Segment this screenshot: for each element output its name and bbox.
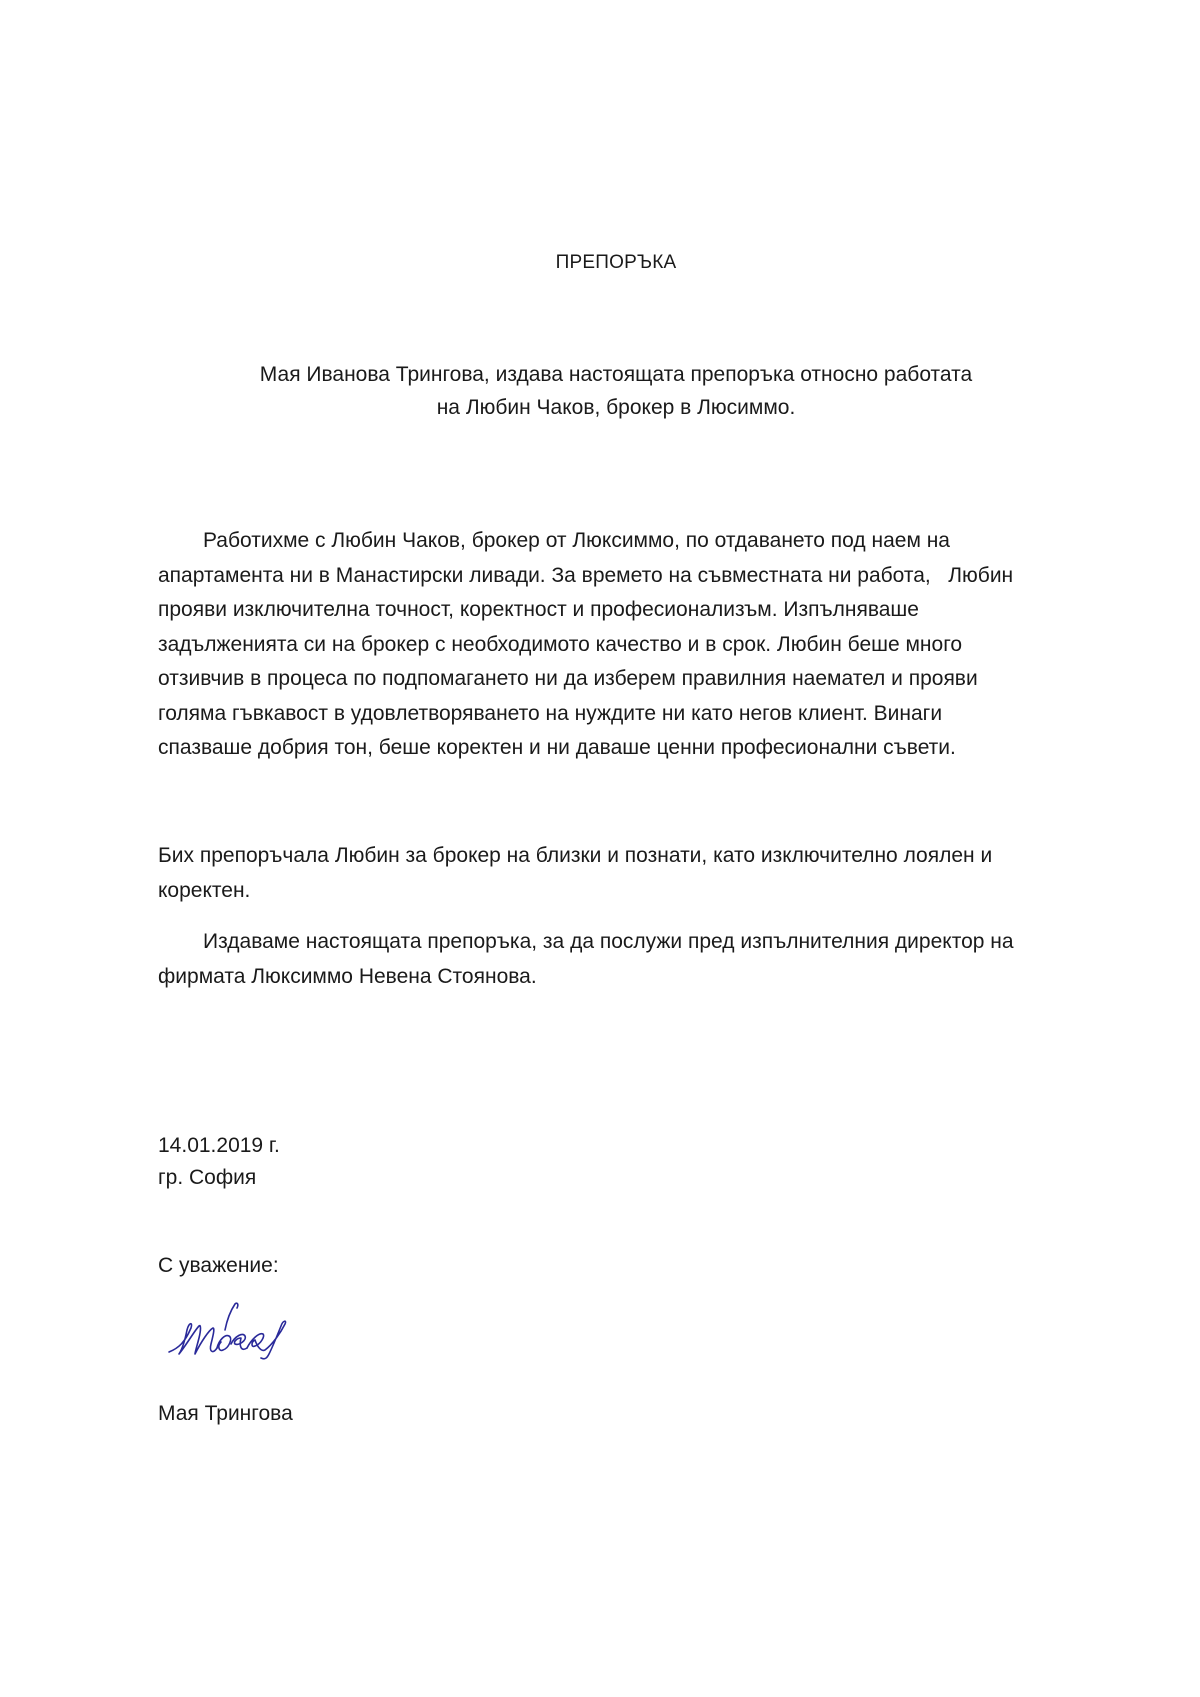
paragraph-line: Работихме с Любин Чаков, брокер от Люксиммо, по отдаването под наем на <box>203 529 950 552</box>
closing-salutation: С уважение: <box>158 1254 279 1277</box>
body-paragraph-experience <box>158 524 1058 766</box>
document-title: ПРЕПОРЪКА <box>555 252 677 273</box>
paragraph-line: отзивчив в процеса по подпомагането ни да изберем правилния наемател и прояви <box>158 667 978 690</box>
handwritten-signature-icon <box>165 1300 325 1380</box>
paragraph-line: голяма гъвкавост в удовлетворяването на нуждите ни като негов клиент. Винаги <box>158 701 943 725</box>
intro-statement <box>0 358 1200 424</box>
paragraph-line: фирмата Люксиммо Невена Стоянова. <box>158 964 537 988</box>
paragraph-line: спазваше добрия тон, беше коректен и ни даваше ценни професионални съвети. <box>158 736 956 759</box>
document-place: гр. София <box>158 1166 257 1189</box>
intro-line: Мая Иванова Трингова, издава настоящата препоръка относно работата <box>259 363 973 386</box>
paragraph-line: апартамента ни в Манастирски ливади. За времето на съвместната ни работа, Любин <box>158 563 1014 587</box>
signer-name: Мая Трингова <box>158 1402 293 1425</box>
paragraph-line: Издаваме настоящата препоръка, за да послужи пред изпълнителния директор на <box>203 930 1014 953</box>
document-date: 14.01.2019 г. <box>158 1134 280 1157</box>
body-paragraph-recommendation <box>158 839 1058 908</box>
intro-line: на Любин Чаков, брокер в Люсиммо. <box>436 396 796 419</box>
date-place-block <box>158 1130 280 1194</box>
paragraph-line: коректен. <box>158 878 251 902</box>
paragraph-line: Бих препоръчала Любин за брокер на близки и познати, като изключително лоялен и <box>158 844 993 867</box>
paragraph-line: задълженията си на брокер с необходимото качество и в срок. Любин беше много <box>158 632 963 656</box>
paragraph-line: прояви изключителна точност, коректност и професионализъм. Изпълняваше <box>158 598 919 621</box>
body-paragraph-purpose <box>158 925 1058 994</box>
